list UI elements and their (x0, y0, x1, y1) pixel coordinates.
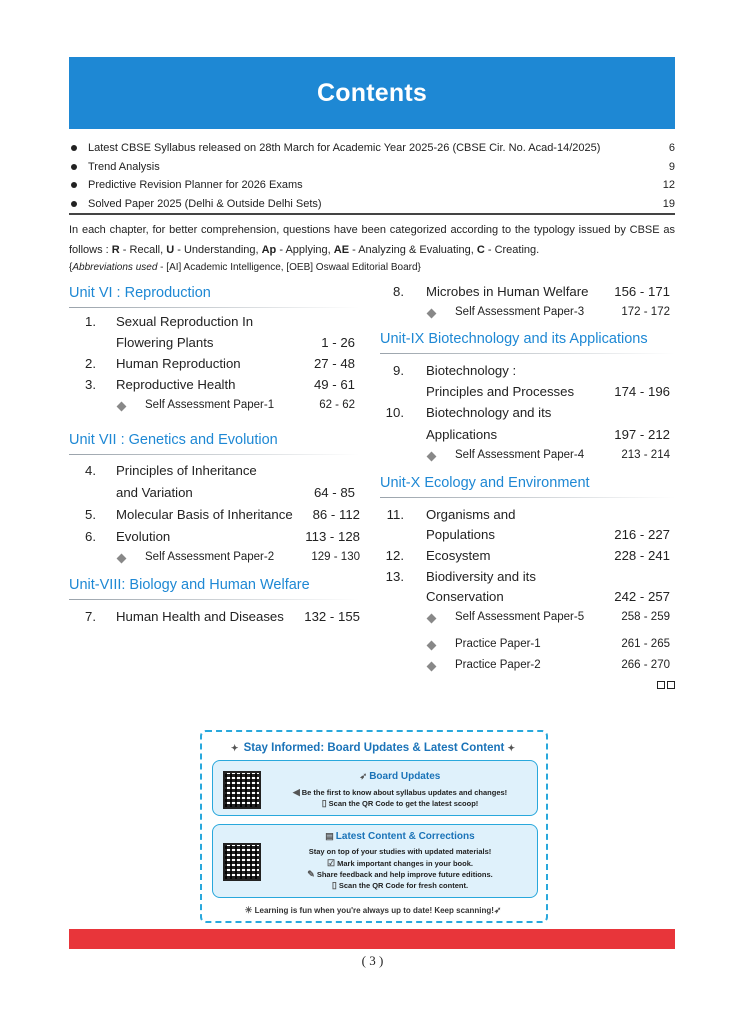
lightbulb-icon: ☀ (244, 905, 253, 915)
unit-heading: Unit VI : Reproduction (69, 285, 211, 301)
self-assessment-entry: Self Assessment Paper-5 (455, 611, 585, 623)
unit-heading: Unit-VIII: Biology and Human Welfare (69, 577, 310, 593)
unit-heading: Unit-X Ecology and Environment (380, 475, 590, 491)
intro-item: Latest CBSE Syllabus released on 28th March for Academic Year 2025-26 (CBSE Cir. No. Acad-14/2025) 6 (69, 139, 675, 158)
pencil-icon: ✎ (307, 869, 315, 879)
latest-content-card (212, 824, 538, 898)
qr-panel-title: ✦ Stay Informed: Board Updates & Latest Content ✦ (230, 742, 516, 754)
unit-underline (380, 497, 675, 498)
unit-underline (69, 307, 359, 308)
bullet-icon (71, 145, 77, 151)
qr-code[interactable] (223, 771, 261, 809)
footer-bar (69, 929, 675, 949)
self-assessment-entry: Self Assessment Paper-2 (145, 551, 275, 563)
page-range: 258 - 259 (621, 611, 670, 623)
phone-icon: ▯ (321, 798, 327, 808)
check-icon: ☑ (327, 858, 336, 868)
self-assessment-entry: Self Assessment Paper-3 (455, 306, 585, 318)
end-mark-icon (657, 681, 665, 689)
card-text: ☑ Mark important changes in your book. (327, 858, 473, 868)
qr-info-panel (200, 730, 548, 923)
qr-code[interactable] (223, 843, 261, 881)
diamond-bullet-icon (427, 641, 437, 651)
books-icon: ▤ (325, 831, 334, 841)
abbreviations-note: {Abbreviations used - [AI] Academic Intelligence, [OEB] Oswaal Editorial Board} (69, 262, 421, 273)
unit-underline (69, 599, 359, 600)
intro-item: Predictive Revision Planner for 2026 Exams 12 (69, 176, 675, 195)
board-updates-card (212, 760, 538, 816)
typology-note: In each chapter, for better comprehension, questions have been categorized according to the typology issued by CBSE as follows : R - Recall, U - Understanding, Ap - Applying, AE - Analyzing & Evaluating, C - Creating. (69, 224, 675, 256)
diamond-bullet-icon (117, 554, 127, 564)
card-text: ◀ Be the first to know about syllabus updates and changes! (292, 787, 508, 797)
intro-item: Solved Paper 2025 (Delhi & Outside Delhi Sets) 19 (69, 195, 675, 214)
unit-heading: Unit-IX Biotechnology and its Applications (380, 331, 648, 347)
bullet-icon (71, 164, 77, 170)
card-text: ▯ Scan the QR Code for fresh content. (331, 880, 469, 890)
practice-paper-entry: Practice Paper-2 (455, 659, 541, 671)
page-range: 213 - 214 (621, 449, 670, 461)
page-range: 129 - 130 (311, 551, 360, 563)
page-range: 62 - 62 (319, 399, 355, 411)
card-text: ✎ Share feedback and help improve future editions. (307, 869, 493, 879)
page-range: 172 - 172 (621, 306, 670, 318)
party-popper-icon: ✦ (507, 743, 516, 753)
diamond-bullet-icon (427, 309, 437, 319)
diamond-bullet-icon (427, 614, 437, 624)
page-number: ( 3 ) (361, 953, 384, 968)
intro-item: Trend Analysis 9 (69, 158, 675, 177)
practice-paper-entry: Practice Paper-1 (455, 638, 541, 650)
card-heading: ▤ Latest Content & Corrections (325, 831, 475, 842)
party-popper-icon: ✦ (230, 743, 239, 753)
rocket-icon: ➶ (359, 771, 368, 781)
page-title: Contents (317, 78, 427, 107)
qr-panel-footer: ☀ Learning is fun when you're always up to date! Keep scanning!➶ (244, 905, 502, 915)
end-mark-icon (667, 681, 675, 689)
card-text: ▯ Scan the QR Code to get the latest scoop! (321, 798, 479, 808)
phone-icon: ▯ (331, 880, 337, 890)
page-range: 266 - 270 (621, 659, 670, 671)
intro-list (69, 139, 675, 213)
unit-underline (69, 454, 359, 455)
rocket-icon: ➶ (493, 905, 502, 915)
divider (69, 213, 675, 215)
self-assessment-entry: Self Assessment Paper-4 (455, 449, 585, 461)
diamond-bullet-icon (427, 662, 437, 672)
diamond-bullet-icon (427, 452, 437, 462)
page-range: 261 - 265 (621, 638, 670, 650)
card-heading: ➶ Board Updates (359, 771, 441, 782)
contents-banner (69, 57, 675, 129)
self-assessment-entry: Self Assessment Paper-1 (145, 399, 275, 411)
bullet-icon (71, 201, 77, 207)
megaphone-icon: ◀ (292, 787, 300, 797)
unit-underline (380, 353, 675, 354)
unit-heading: Unit VII : Genetics and Evolution (69, 432, 278, 448)
card-text: Stay on top of your studies with updated materials! (308, 847, 492, 856)
diamond-bullet-icon (117, 402, 127, 412)
bullet-icon (71, 182, 77, 188)
